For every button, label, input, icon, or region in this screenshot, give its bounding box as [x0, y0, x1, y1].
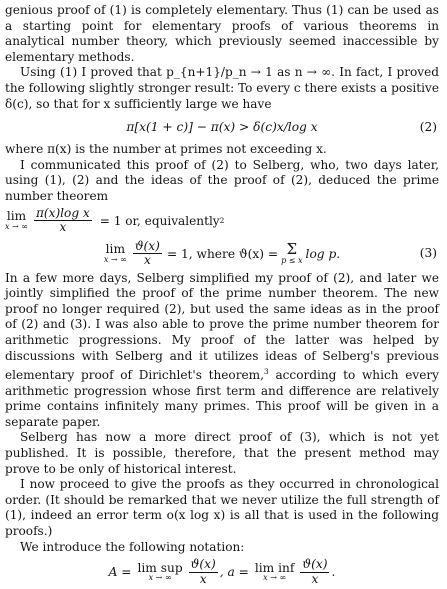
paragraph-1: genious proof of (1) is completely elementary. Thus (1) can be used as a starting point for elementary proofs of various theorems in analytical number theory, which previously seemed inaccessible by elementary methods. — [5, 3, 439, 64]
footnote-3-marker: 3 — [263, 367, 269, 377]
equation-3-body — [5, 237, 439, 271]
sigma-symbol: Σ — [286, 240, 298, 259]
equation-2-number: (2) — [419, 120, 437, 135]
eq4-fraction-1: $\frac{ϑ(x)}{x}$ — [190, 557, 216, 586]
pnt-fraction: $\frac{\text{π(x)log x}}{x}$ — [35, 205, 90, 235]
equation-3-number: (3) — [419, 245, 437, 260]
pnt-statement — [5, 205, 439, 237]
equation-4-body — [5, 555, 439, 589]
paragraph-5: In a few more days, Selberg simplified my proof of (2), and later we jointly simplified the proof of the prime number theorem. The new proof no longer required (2), but used the same ideas as in the proof of (2) and (3). I was also able to prove the prime number theorem for arithmetic progressions. My proof of the latter was helped by discussions with Selberg and it utilizes ideas of Selberg's previous elementary proof of Dirichlet's theorem,$^3$ according to which every arithmetic progression whose first term and difference are relatively prime contains infinitely many primes. This proof will be given in a separate paper. — [5, 270, 439, 429]
eq4-mid: , a = — [219, 565, 249, 580]
equation-2 — [5, 112, 439, 142]
footnote-2-marker: 2 — [219, 216, 225, 226]
equation-2-body: π[x(1 + c)] − π(x) > δ(c)x/log x — [126, 120, 318, 135]
eq4-liminf: lim inf x → ∞ — [254, 561, 295, 583]
paragraph-4: I communicated this proof of (2) to Selberg, who, two days later, using (1), (2) and the ideas of the proof of (2), deduced the prime number theorem — [5, 157, 439, 203]
eq3-sum: Σ p ≤ x — [281, 240, 303, 265]
eq4-end: . — [331, 565, 336, 580]
eq3-sum-tail: log p. — [305, 246, 341, 261]
eq3-limit: lim x → ∞ — [103, 242, 127, 264]
eq3-fraction: $\frac{ϑ(x)}{x}$ — [134, 238, 160, 268]
paragraph-8: We introduce the following notation: — [20, 539, 245, 554]
pnt-limit: lim x → ∞ — [5, 209, 28, 231]
paragraph-7: I now proceed to give the proofs as they occurred in chronological order. (It should be remarked that we never utilize the full strength of (1), indeed an error term o(x log x) is all that is used in the following proofs.) — [5, 477, 439, 539]
eq4-limsup: lim sup x → ∞ — [137, 561, 183, 583]
pnt-tail: = 1 or, equivalently — [99, 213, 220, 228]
eq4-A: A = — [108, 565, 132, 580]
paragraph-6: Selberg has now a more direct proof of (3), which is not yet published. It is possible, therefore, that the present method may prove to be only of historical interest. — [5, 430, 439, 476]
paragraph-2: Using (1) I proved that p_{n+1}/p_n → 1 as n → ∞. In fact, I proved the following slightly stronger result: To every c there exists a positive δ(c), so that for x sufficiently large we have — [5, 65, 439, 111]
eq3-mid: = 1, where ϑ(x) = — [166, 246, 279, 261]
equation-3 — [5, 237, 439, 271]
paragraph-3: where π(x) is the number at primes not exceeding x. — [5, 142, 327, 157]
equation-4 — [5, 555, 439, 589]
eq4-fraction-2: $\frac{ϑ(x)}{x}$ — [302, 557, 328, 586]
